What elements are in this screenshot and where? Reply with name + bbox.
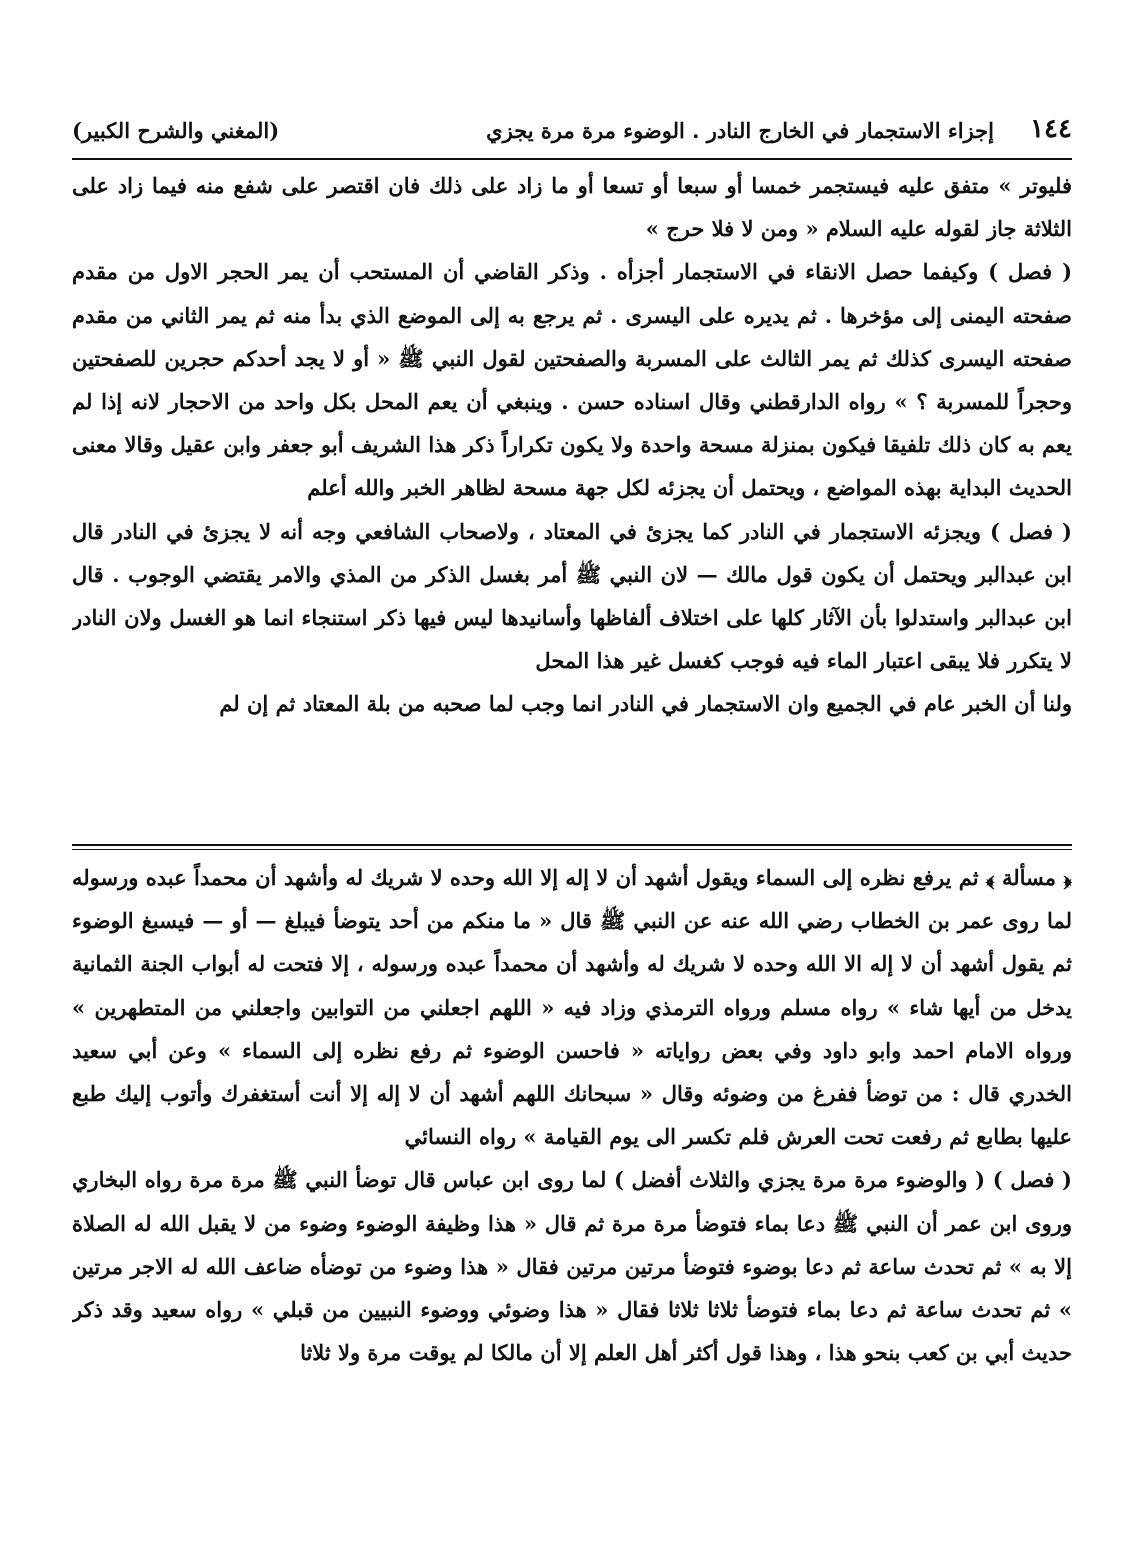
book-title: (المغني والشرح الكبير) [72,118,280,143]
page [72,108,1072,1496]
header-topics: إجزاء الاستجمار في الخارج النادر . الوضوء مرة مرة يجزي [486,118,994,143]
commentary-section [72,160,1072,836]
paragraph: فليوتر » متفق عليه فيستجمر خمسا أو سبعا أو تسعا أو ما زاد على ذلك فان اقتصر على شفع منه فيما زاد على الثلاثة جاز لقوله عليه السلام « ومن لا فلا حرج » [72,173,1072,242]
paragraph: ( فصل ) ( والوضوء مرة مرة يجزي والثلاث أفضل ) لما روى ابن عباس قال توضأ النبي ﷺ مرة مرة رواه البخاري وروى ابن عمر أن النبي ﷺ دعا بماء فتوضأ مرة مرة ثم قال « هذا وظيفة الوضوء وضوء من لا يقبل الله له الصلاة إلا به » ثم تحدث ساعة ثم دعا بوضوء فتوضأ مرتين مرتين فقال « هذا وضوء من توضأه ضاعف الله له الاجر مرتين » ثم تحدث ساعة ثم دعا بماء فتوضأ ثلاثا ثلاثا فقال « هذا وضوئي ووضوء النبيين من قبلي » رواه سعيد وقد ذكر حديث أبي بن كعب بنحو هذا ، وهذا قول أكثر أهل العلم إلا أن مالكا لم يوقت مرة ولا ثلاثا [72,1167,1072,1366]
main-text-section [72,856,1072,1496]
page-number: ١٤٤ [1030,114,1072,144]
paragraph: ( فصل ) ويجزئه الاستجمار في النادر كما يجزئ في المعتاد ، ولاصحاب الشافعي وجه أنه لا يجزئ في النادر قال ابن عبدالبر ويحتمل أن يكون قول مالك — لان النبي ﷺ أمر بغسل الذكر من المذي والامر يقتضي الوجوب . قال ابن عبدالبر واستدلوا بأن الآثار كلها على اختلاف ألفاظها وأسانيدها ليس فيها ذكر استنجاء انما هو الغسل ولان النادر لا يتكرر فلا يبقى اعتبار الماء فيه فوجب كغسل غير هذا المحل [72,518,1072,674]
section-divider [72,844,1072,850]
paragraph: ﴿ مسألة ﴾ ثم يرفع نظره إلى السماء ويقول أشهد أن لا إله إلا الله وحده لا شريك له وأشهد أن محمداً عبده ورسوله لما روى عمر بن الخطاب رضي الله عنه عن النبي ﷺ قال « ما منكم من أحد يتوضأ فيبلغ — أو — فيسبغ الوضوء ثم يقول أشهد أن لا إله الا الله وحده لا شريك له وأشهد أن محمداً عبده ورسوله ، إلا فتحت له أبواب الجنة الثمانية يدخل من أيها شاء » رواه مسلم ورواه الترمذي وزاد فيه « اللهم اجعلني من التوابين واجعلني من المتطهرين » ورواه الامام احمد وابو داود وفي بعض رواياته « فاحسن الوضوء ثم رفع نظره إلى السماء » وعن أبي سعيد الخدري قال : من توضأ ففرغ من وضوئه وقال « سبحانك اللهم أشهد أن لا إله إلا أنت أستغفرك وأتوب إليك طبع عليها بطابع ثم رفعت تحت العرش فلم تكسر الى يوم القيامة » رواه النسائي [72,865,1072,1150]
paragraph: ( فصل ) وكيفما حصل الانقاء في الاستجمار أجزأه . وذكر القاضي أن المستحب أن يمر الحجر الاول من مقدم صفحته اليمنى إلى مؤخرها . ثم يديره على اليسرى . ثم يرجع به إلى الموضع الذي بدأ منه ثم يمر الثاني من مقدم صفحته اليسرى كذلك ثم يمر الثالث على المسربة والصفحتين لقول النبي ﷺ « أو لا يجد أحدكم حجرين للصفحتين وحجراً للمسربة ؟ » رواه الدارقطني وقال اسناده حسن . وينبغي أن يعم المحل بكل واحد من الاحجار لانه إذا لم يعم به كان ذلك تلفيقا فيكون بمنزلة مسحة واحدة ولا يكون تكراراً ذكر هذا الشريف أبو جعفر وابن عقيل وقالا معنى الحديث البداية بهذه المواضع ، ويحتمل أن يجزئه لكل جهة مسحة لظاهر الخبر والله أعلم [72,259,1072,501]
paragraph: ولنا أن الخبر عام في الجميع وان الاستجمار في النادر انما وجب لما صحبه من بلة المعتاد ثم إن لم [219,691,1072,717]
running-header [72,108,1072,160]
